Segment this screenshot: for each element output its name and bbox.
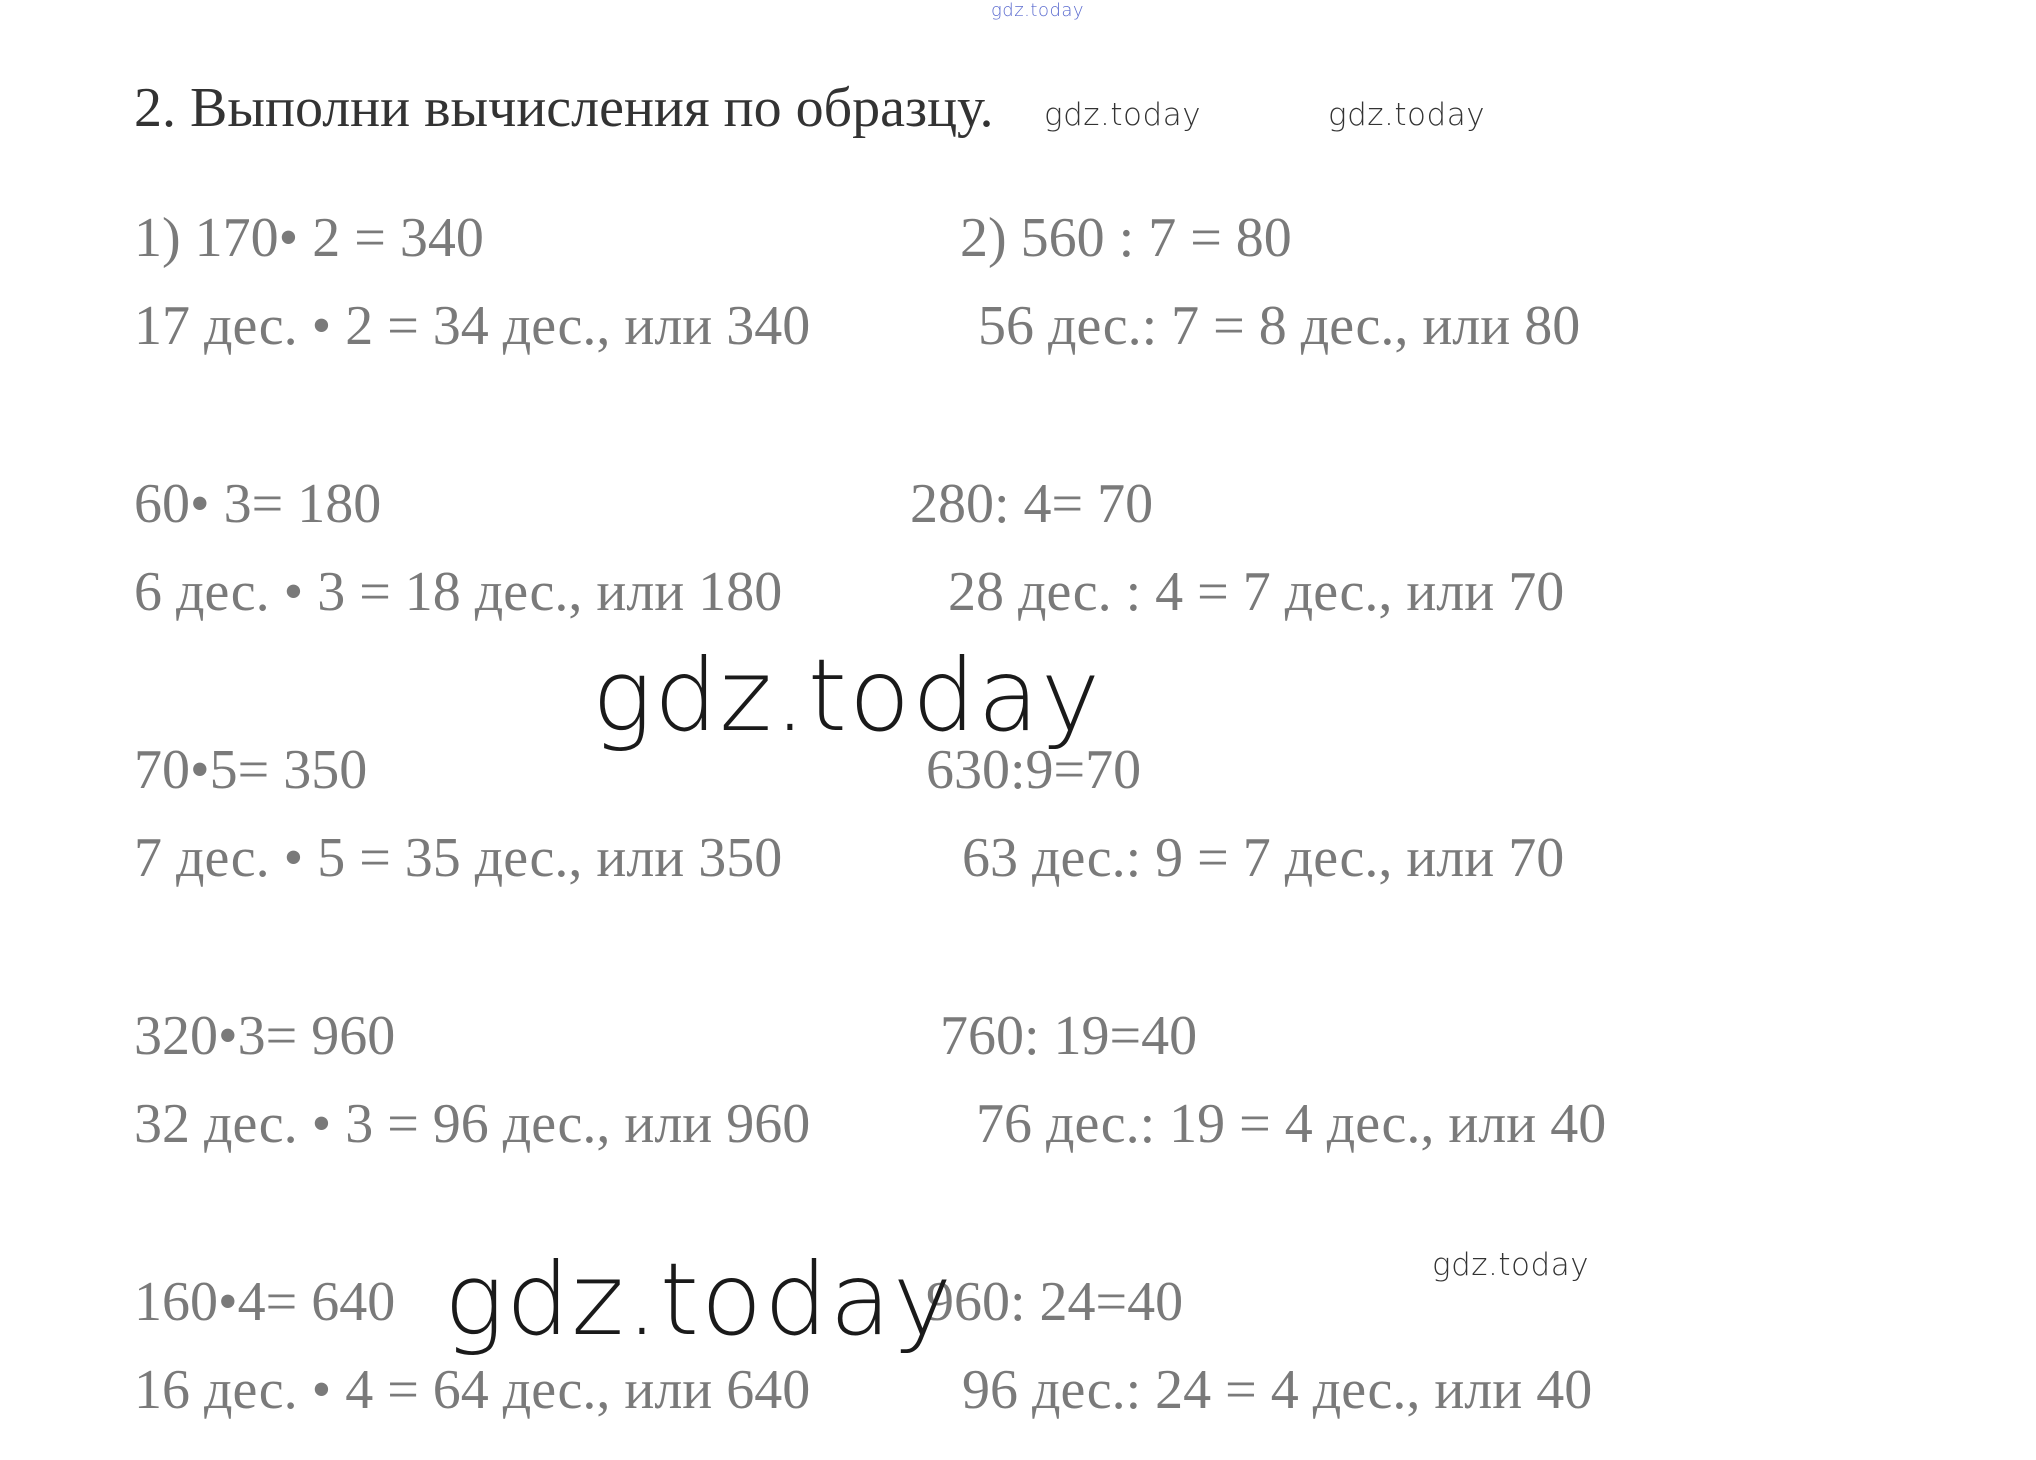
example-5-left-expression: 160•4= 640 — [134, 1271, 396, 1333]
example-5-right-explanation: 96 дес.: 24 = 4 дес., или 40 — [962, 1359, 1593, 1421]
example-5-right-expression: 960: 24=40 — [926, 1271, 1184, 1333]
example-3-right-explanation: 63 дес.: 9 = 7 дес., или 70 — [962, 827, 1565, 889]
example-1-left-expression: 1) 170• 2 = 340 — [134, 207, 484, 269]
example-3-left-expression: 70•5= 350 — [134, 739, 368, 801]
watermark-big-bottom: gdz.today — [444, 1241, 955, 1358]
example-5-left-explanation: 16 дес. • 4 = 64 дес., или 640 — [134, 1359, 811, 1421]
example-4-right-explanation: 76 дес.: 19 = 4 дес., или 40 — [976, 1093, 1607, 1155]
watermark-top: gdz.today — [991, 0, 1085, 21]
watermark-title-right-2: gdz.today — [1328, 97, 1486, 133]
example-4-right-expression: 760: 19=40 — [940, 1005, 1198, 1067]
example-4-left-explanation: 32 дес. • 3 = 96 дес., или 960 — [134, 1093, 811, 1155]
watermark-title-right-1: gdz.today — [1044, 97, 1202, 133]
example-1-left-explanation: 17 дес. • 2 = 34 дес., или 340 — [134, 295, 811, 357]
watermark-big-middle: gdz.today — [592, 637, 1103, 754]
task-title: 2. Выполни вычисления по образцу. — [134, 77, 994, 139]
example-3-left-explanation: 7 дес. • 5 = 35 дес., или 350 — [134, 827, 783, 889]
example-1-right-explanation: 56 дес.: 7 = 8 дес., или 80 — [978, 295, 1581, 357]
example-2-left-explanation: 6 дес. • 3 = 18 дес., или 180 — [134, 561, 783, 623]
example-2-left-expression: 60• 3= 180 — [134, 473, 382, 535]
example-2-right-expression: 280: 4= 70 — [910, 473, 1154, 535]
example-2-right-explanation: 28 дес. : 4 = 7 дес., или 70 — [948, 561, 1565, 623]
example-1-right-expression: 2) 560 : 7 = 80 — [960, 207, 1292, 269]
example-3-right-expression: 630:9=70 — [926, 739, 1142, 801]
watermark-small-bottom-right: gdz.today — [1432, 1247, 1590, 1283]
example-4-left-expression: 320•3= 960 — [134, 1005, 396, 1067]
